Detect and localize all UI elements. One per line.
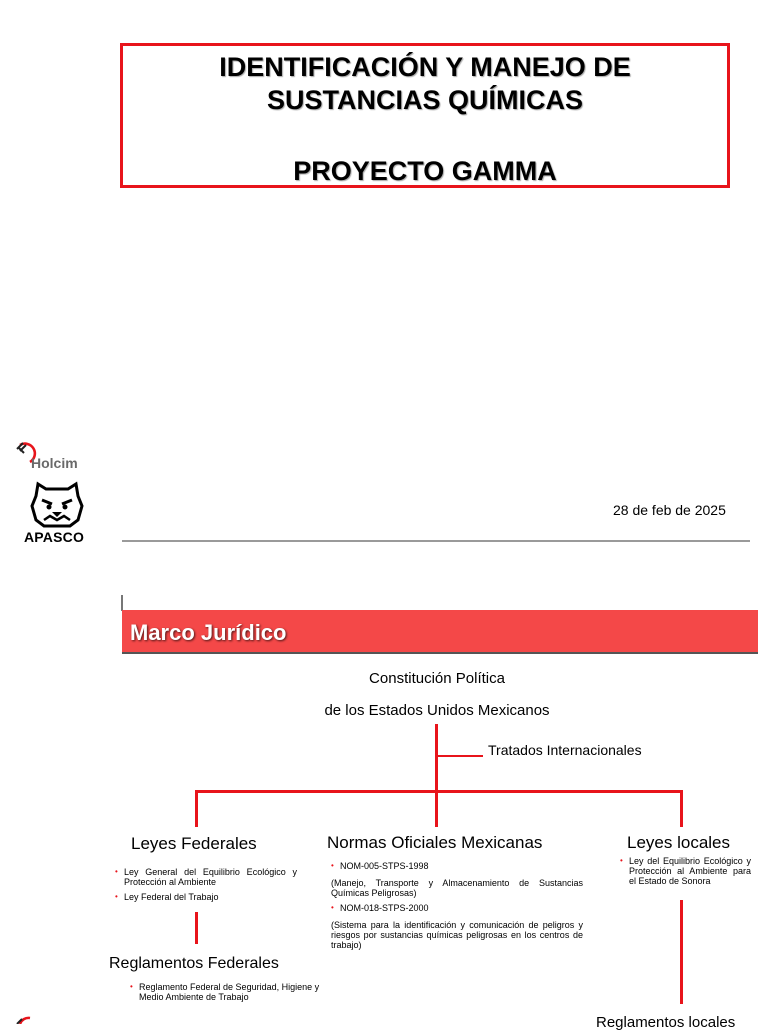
- holcim-logo-text: Holcim: [31, 455, 78, 471]
- noms-item1-desc: (Manejo, Transporte y Almacenamiento de Sustancias Químicas Peligrosas): [331, 878, 583, 898]
- local-list: [620, 856, 751, 886]
- connector-reg-federal: [195, 912, 198, 944]
- title-line-2: SUSTANCIAS QUÍMICAS: [266, 85, 583, 115]
- connector-treaties: [438, 755, 483, 757]
- list-item: • Ley del Equilibrio Ecológico y Protección al Ambiente para el Estado de Sonora: [620, 856, 751, 886]
- reg-local-heading: Reglamentos locales: [596, 1014, 736, 1031]
- reg-federal-list: [130, 982, 338, 1002]
- treaties-label: Tratados Internacionales: [488, 742, 642, 758]
- list-item: • Ley General del Equilibrio Ecológico y Protección al Ambiente: [115, 867, 297, 887]
- list-item: • Reglamento Federal de Seguridad, Higiene y Medio Ambiente de Trabajo: [130, 982, 320, 1002]
- local-heading: Leyes locales: [627, 833, 731, 852]
- reg-federal-heading: Reglamentos Federales: [109, 955, 279, 972]
- noms-heading: Normas Oficiales Mexicanas: [327, 833, 543, 852]
- federal-heading: Leyes Federales: [131, 834, 257, 853]
- noms-item2-desc: (Sistema para la identificación y comunicación de peligros y riesgos por sustancias químicas peligrosas en los centros de trabajo): [331, 920, 583, 950]
- title-box: [120, 43, 730, 188]
- title-line-1: IDENTIFICACIÓN Y MANEJO DE: [219, 52, 631, 82]
- connector-local: [680, 790, 683, 827]
- federal-list: [115, 867, 297, 902]
- connector-horizontal: [195, 790, 683, 793]
- connector-federal: [195, 790, 198, 827]
- slide-divider: [122, 540, 750, 542]
- connector-reg-local: [680, 900, 683, 1004]
- apasco-bulldog-icon: [28, 480, 86, 530]
- root-line-1: Constitución Política: [369, 670, 505, 687]
- slide2-title: Marco Jurídico: [130, 620, 287, 645]
- list-item: • Ley Federal del Trabajo: [115, 892, 219, 902]
- noms-list: [331, 861, 583, 950]
- root-line-2: de los Estados Unidos Mexicanos: [324, 702, 550, 719]
- list-item: • NOM-018-STPS-2000: [331, 903, 429, 913]
- title-line-3: PROYECTO GAMMA: [293, 156, 557, 186]
- band-tick: [121, 595, 123, 611]
- apasco-logo-text: APASCO: [24, 529, 85, 545]
- connector-root-vertical: [435, 724, 438, 827]
- holcim-logo-icon-partial: [14, 1016, 40, 1024]
- list-item: • NOM-005-STPS-1998: [331, 861, 429, 871]
- slide-date: 28 de feb de 2025: [613, 502, 726, 518]
